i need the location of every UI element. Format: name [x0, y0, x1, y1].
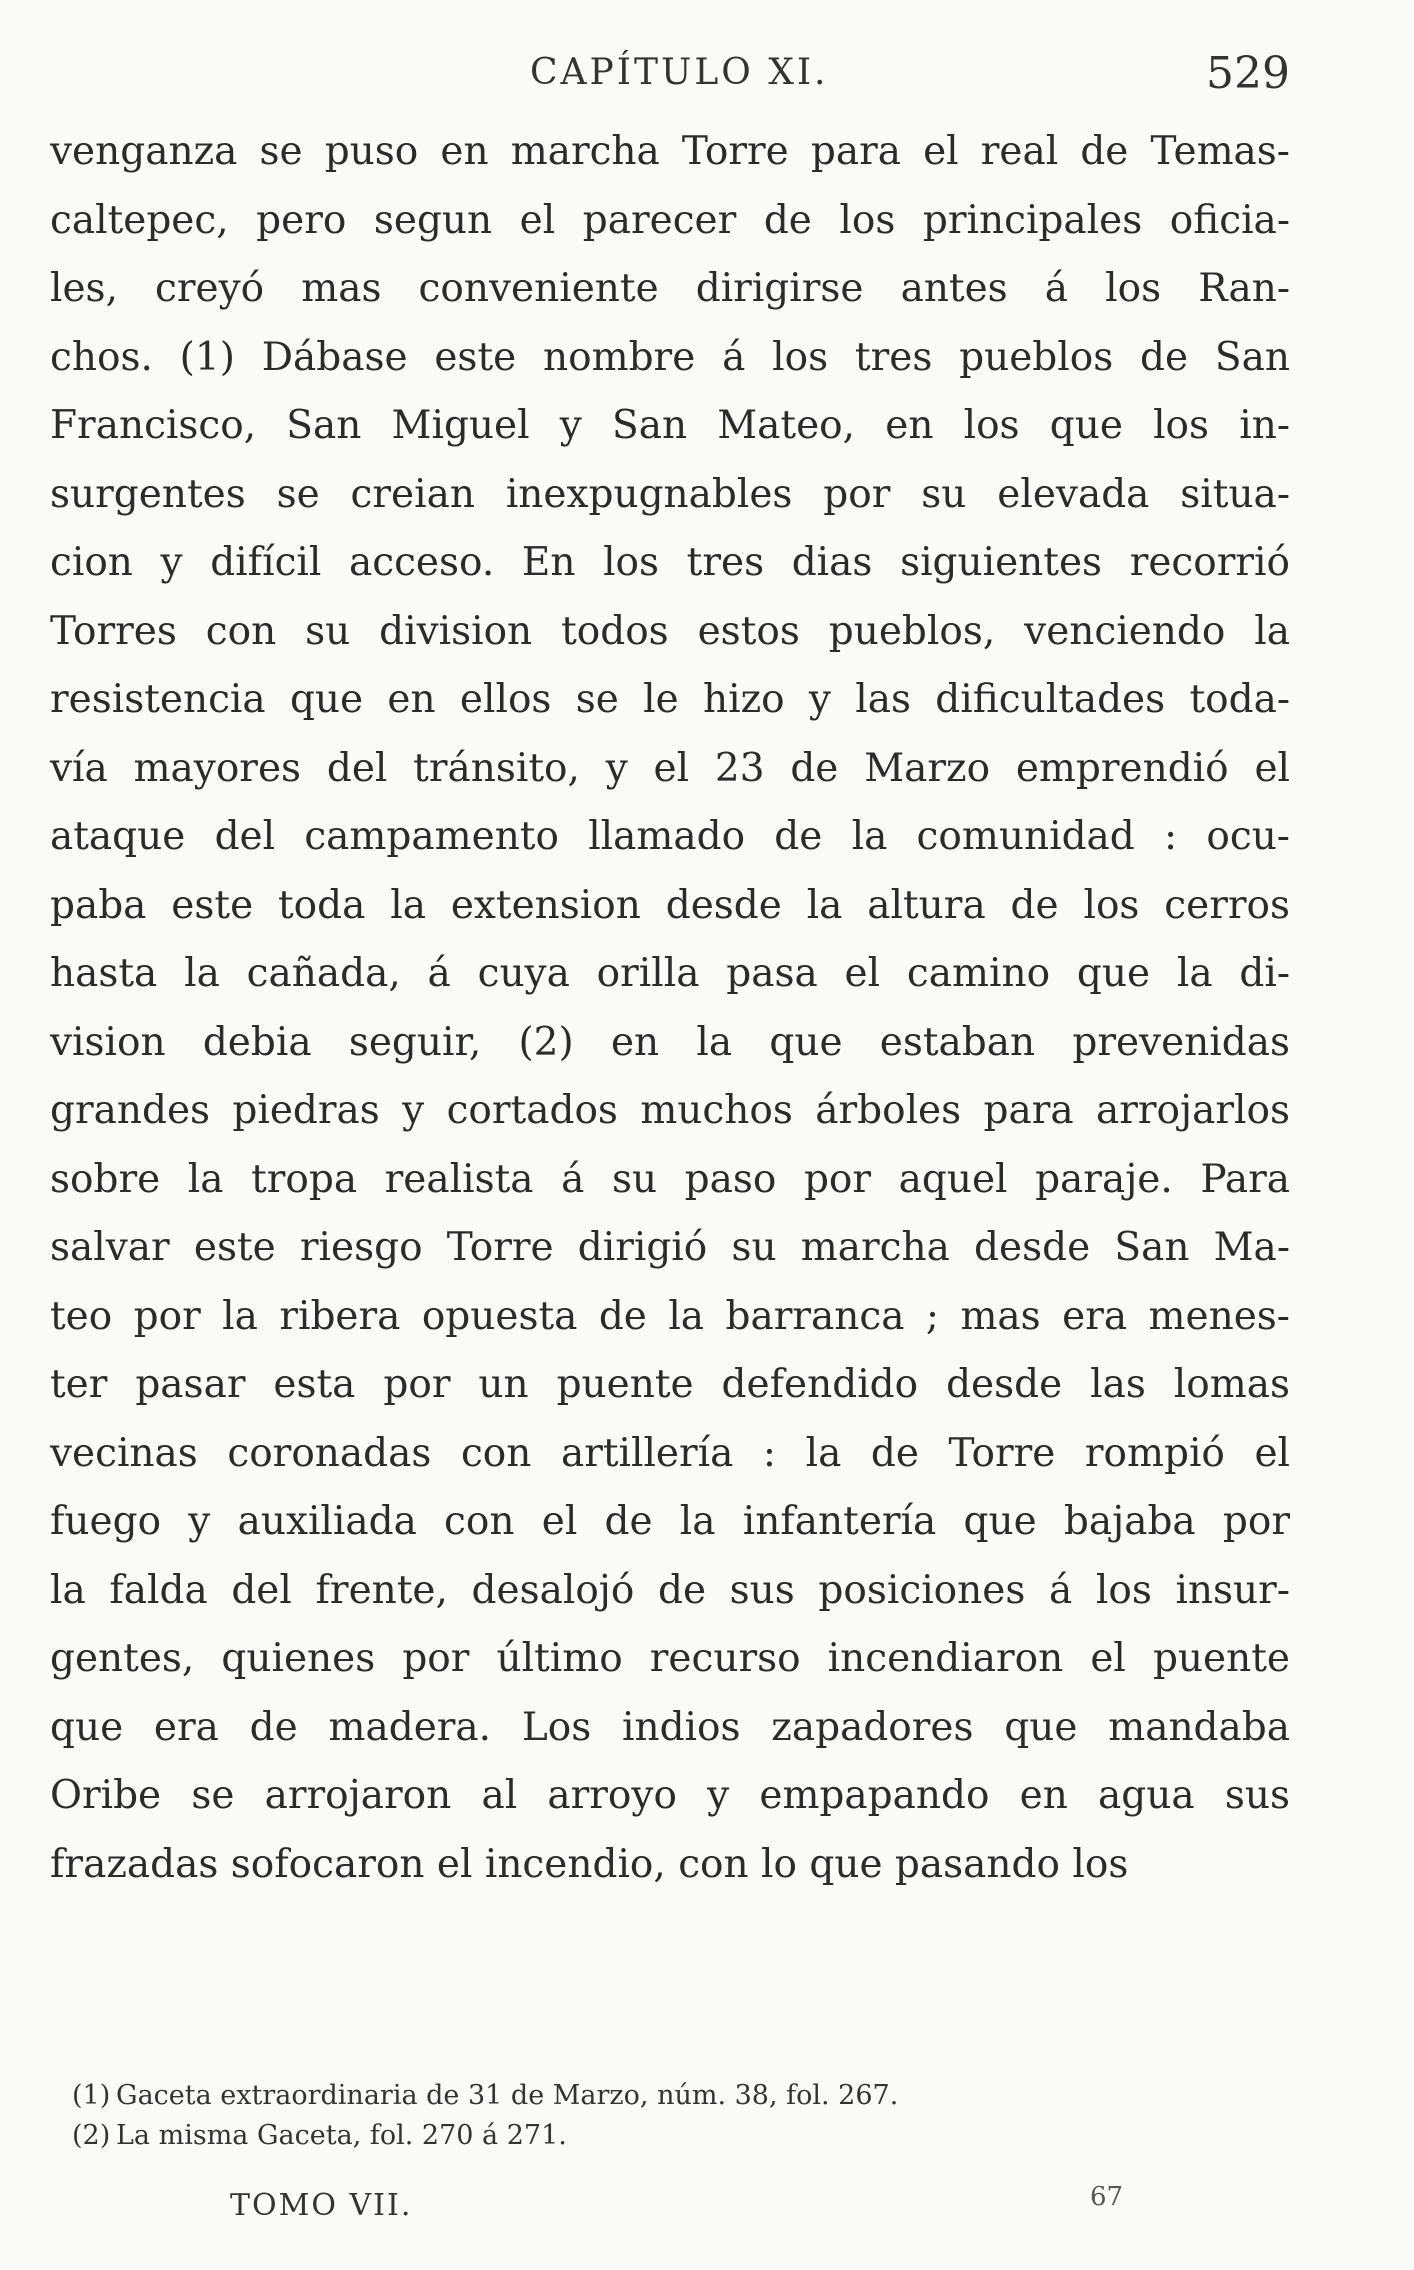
text-line: venganza se puso en marcha Torre para el real de Temas-: [50, 129, 1290, 174]
footnote: [50, 2076, 1290, 2116]
text-line: Oribe se arrojaron al arroyo y empapando en agua sus: [50, 1773, 1290, 1818]
text-line: paba este toda la extension desde la altura de los cerros: [50, 882, 1290, 928]
text-line: cion y difícil acceso. En los tres dias siguientes recorrió: [50, 540, 1290, 585]
footnote-text: Gaceta extraordinaria de 31 de Marzo, núm. 38, fol. 267.: [116, 2080, 899, 2111]
text-line: les, creyó mas conveniente dirigirse antes á los Ran-: [50, 266, 1290, 311]
footnote: [50, 2116, 1290, 2156]
sheet-number: 67: [1090, 2182, 1124, 2212]
text-line: gentes, quienes por último recurso incendiaron el puente: [50, 1636, 1290, 1681]
text-line: vision debia seguir, (2) en la que estaban prevenidas: [50, 1019, 1290, 1065]
volume-label: TOMO VII.: [230, 2188, 413, 2223]
text-line: sobre la tropa realista á su paso por aquel paraje. Para: [50, 1156, 1290, 1202]
text-line: caltepec, pero segun el parecer de los principales oficia-: [50, 197, 1290, 243]
text-line: ter pasar esta por un puente defendido desde las lomas: [50, 1362, 1290, 1407]
text-line: vía mayores del tránsito, y el 23 de Marzo emprendió el: [50, 745, 1290, 791]
footnote-mark: (2): [72, 2120, 111, 2151]
text-line: vecinas coronadas con artillería : la de Torre rompió el: [50, 1430, 1290, 1476]
body-text: [50, 118, 1290, 1899]
text-line: grandes piedras y cortados muchos árboles para arrojarlos: [50, 1088, 1290, 1133]
text-line: Torres con su division todos estos pueblos, venciendo la: [50, 608, 1290, 654]
printer-signature: [50, 2182, 1290, 2238]
text-line: surgentes se creian inexpugnables por su elevada situa-: [50, 471, 1290, 517]
page-number: 529: [1206, 48, 1290, 99]
running-head: [50, 48, 1290, 108]
text-line: la falda del frente, desalojó de sus posiciones á los insur-: [50, 1567, 1290, 1613]
text-line: ataque del campamento llamado de la comunidad : ocu-: [50, 814, 1290, 859]
text-line: teo por la ribera opuesta de la barranca ; mas era menes-: [50, 1293, 1290, 1339]
chapter-title: CAPÍTULO XI.: [530, 52, 829, 93]
footnotes: [50, 2076, 1290, 2156]
text-line: salvar este riesgo Torre dirigió su marcha desde San Ma-: [50, 1225, 1290, 1270]
text-line: fuego y auxiliada con el de la infantería que bajaba por: [50, 1499, 1290, 1544]
footnote-mark: (1): [72, 2080, 111, 2111]
text-line: que era de madera. Los indios zapadores que mandaba: [50, 1704, 1290, 1750]
text-line: resistencia que en ellos se le hizo y las dificultades toda-: [50, 677, 1290, 722]
text-line: hasta la cañada, á cuya orilla pasa el camino que la di-: [50, 951, 1290, 996]
text-line: Francisco, San Miguel y San Mateo, en los que los in-: [50, 403, 1290, 448]
text-line: chos. (1) Dábase este nombre á los tres pueblos de San: [50, 334, 1290, 380]
footnote-text: La misma Gaceta, fol. 270 á 271.: [116, 2120, 567, 2151]
text-line: frazadas sofocaron el incendio, con lo que pasando los: [50, 1841, 1129, 1887]
